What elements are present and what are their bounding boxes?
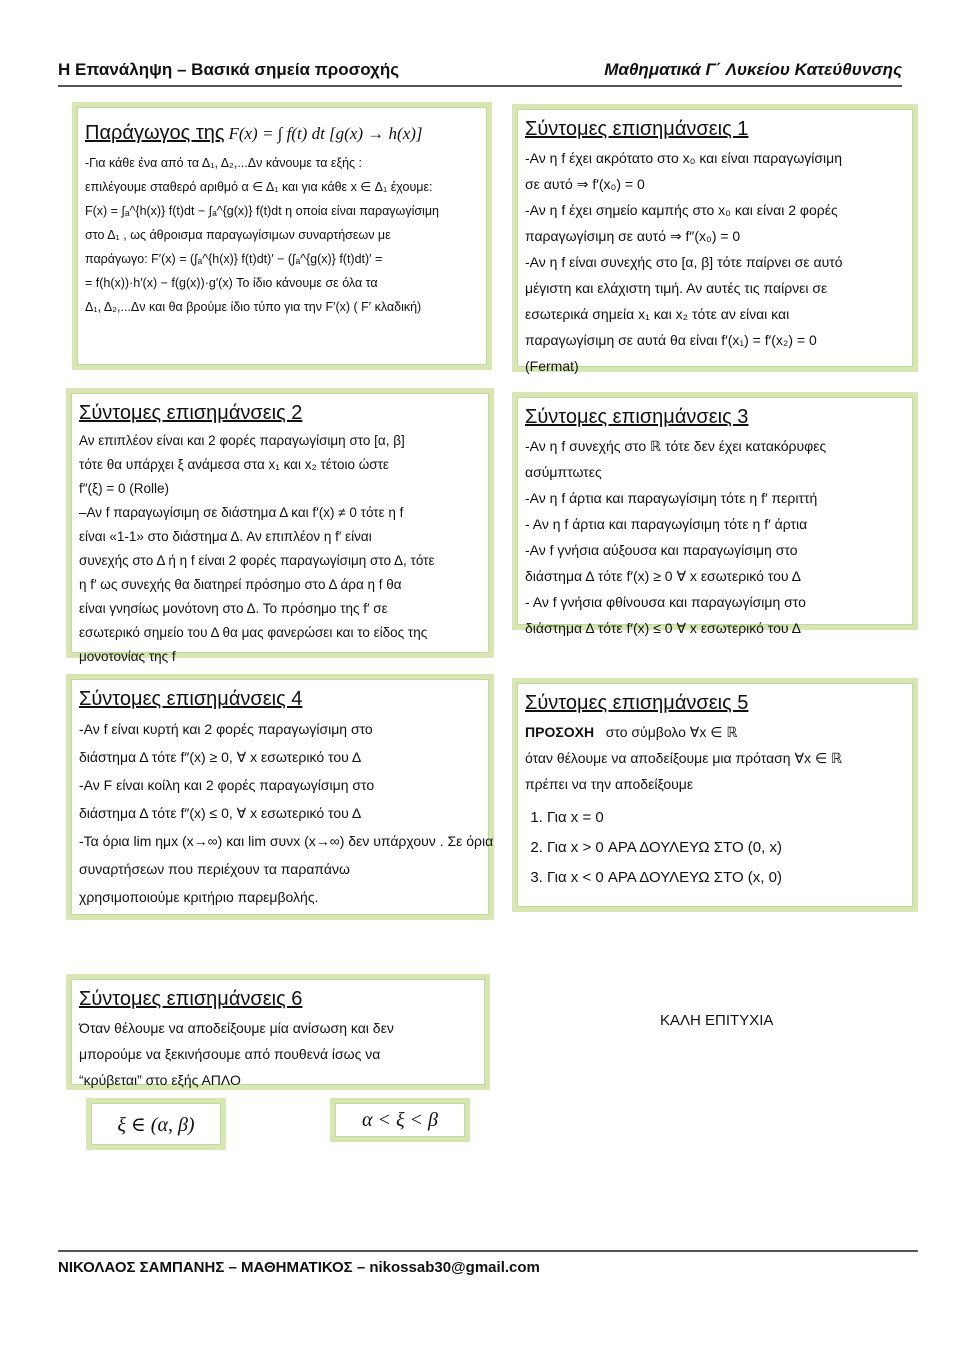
notes-4-line-3: -Αν F είναι κοίλη και 2 φορές παραγωγίσιμη στο	[79, 777, 375, 793]
notes-1-line-6: μέγιστη και ελάχιστη τιμή. Αν αυτές τις παίρνει σε	[525, 280, 828, 296]
box-notes-4	[66, 674, 494, 920]
notes-3-title: Σύντομες επισημάνσεις 3	[525, 406, 749, 428]
notes-2-line-5: είναι «1-1» στο διάστημα Δ. Αν επιπλέον η f′ είναι	[79, 529, 372, 544]
closing-text: ΚΑΛΗ ΕΠΙΤΥΧΙΑ	[660, 1012, 774, 1029]
notes-5-steps	[525, 803, 905, 893]
box-notes-6	[66, 974, 490, 1090]
notes-2-line-2: τότε θα υπάρχει ξ ανάμεσα στα x₁ και x₂ τέτοιο ώστε	[79, 457, 389, 472]
notes-5-line-2: όταν θέλουμε να αποδείξουμε μια πρόταση ∀x ∈ ℝ	[525, 750, 843, 766]
notes-1-title: Σύντομες επισημάνσεις 1	[525, 118, 749, 140]
box-notes-3	[512, 392, 918, 636]
notes-2-line-3: f″(ξ) = 0 (Rolle)	[79, 481, 169, 496]
notes-1-line-5: -Αν η f είναι συνεχής στο [α, β] τότε παίρνει σε αυτό	[525, 254, 843, 270]
notes-1-line-4: παραγωγίσιμη σε αυτό ⇒ f″(x₀) = 0	[525, 228, 741, 244]
notes-5-title: Σύντομες επισημάνσεις 5	[525, 692, 749, 714]
notes-1-line-2: σε αυτό ⇒ f′(x₀) = 0	[525, 176, 645, 192]
notes-2-line-7: η f′ ως συνεχής θα διατηρεί πρόσημο στο Δ άρα η f θα	[79, 577, 402, 592]
formula-box-inequality: α < ξ < β	[330, 1098, 470, 1142]
notes-3-line-3: -Αν η f άρτια και παραγωγίσιμη τότε η f′ περιττή	[525, 490, 818, 506]
notes-6-line-1: Όταν θέλουμε να αποδείξουμε μία ανίσωση και δεν	[79, 1020, 394, 1036]
notes-6-title: Σύντομες επισημάνσεις 6	[79, 988, 303, 1010]
notes-1-line-1: -Αν η f έχει ακρότατο στο x₀ και είναι παραγωγίσιμη	[525, 150, 842, 166]
notes-6-line-3: “κρύβεται” στο εξής ΑΠΛΟ	[79, 1072, 241, 1088]
notes-3-line-4: - Αν η f άρτια και παραγωγίσιμη τότε η f′ άρτια	[525, 516, 808, 532]
notes-3-line-2: ασύμπτωτες	[525, 464, 602, 480]
notes-4-line-5: -Τα όρια lim ημx (x→∞) και lim συνx (x→∞) δεν υπάρχουν . Σε όρια	[79, 833, 494, 849]
notes-2-title: Σύντομες επισημάνσεις 2	[79, 402, 303, 424]
derivative-line-6: = f(h(x))·h′(x) − f(g(x))·g′(x) Το ίδιο κάνουμε σε όλα τα	[85, 276, 378, 290]
notes-5-line-1: στο σύμβολο ∀x ∈ ℝ	[605, 724, 738, 740]
header-rule	[58, 85, 902, 87]
list-item: 2. Για x > 0 ΑΡΑ ΔΟΥΛΕΥΩ ΣΤΟ (0, x)	[547, 833, 905, 863]
notes-1-line-9: (Fermat)	[525, 358, 579, 374]
notes-4-title: Σύντομες επισημάνσεις 4	[79, 688, 303, 710]
notes-4-line-4: διάστημα Δ τότε f″(x) ≤ 0, ∀ x εσωτερικό του Δ	[79, 805, 362, 821]
notes-4-line-6: συναρτήσεων που περιέχουν τα παραπάνω	[79, 861, 350, 877]
notes-3-line-1: -Αν η f συνεχής στο ℝ τότε δεν έχει κατακόρυφες	[525, 438, 827, 454]
header-right: Μαθηματικά Γ΄ Λυκείου Κατεύθυνσης	[604, 60, 902, 79]
derivative-line-1: -Για κάθε ένα από τα Δ₁, Δ₂,...Δν κάνουμε τα εξής :	[85, 156, 363, 170]
notes-1-line-7: εσωτερικά σημεία x₁ και x₂ τότε αν είναι και	[525, 306, 790, 322]
notes-1-line-8: παραγωγίσιμη σε αυτά θα είναι f′(x₁) = f′(x₂) = 0	[525, 332, 817, 348]
notes-4-line-2: διάστημα Δ τότε f″(x) ≥ 0, ∀ x εσωτερικό του Δ	[79, 749, 362, 765]
footer-rule	[58, 1250, 918, 1252]
notes-3-line-6: διάστημα Δ τότε f′(x) ≥ 0 ∀ x εσωτερικό του Δ	[525, 568, 802, 584]
derivative-line-3: F(x) = ∫ₐ^{h(x)} f(t)dt − ∫ₐ^{g(x)} f(t)dt η οποία είναι παραγωγίσιμη	[85, 204, 439, 218]
formula-box-interval: ξ ∈ (α, β)	[86, 1098, 226, 1150]
notes-5-attention: ΠΡΟΣΟΧΗ	[525, 724, 595, 740]
box-derivative	[72, 102, 492, 370]
notes-4-line-1: -Αν f είναι κυρτή και 2 φορές παραγωγίσιμη στο	[79, 721, 373, 737]
derivative-line-4: στο Δ₁ , ως άθροισμα παραγωγίσιμων συναρτήσεων με	[85, 228, 391, 242]
derivative-title: Παράγωγος της	[85, 122, 225, 144]
derivative-line-5: παράγωγο: F′(x) = (∫ₐ^{h(x)} f(t)dt)′ − (∫ₐ^{g(x)} f(t)dt)′ =	[85, 252, 383, 266]
footer-text: ΝΙΚΟΛΑΟΣ ΣΑΜΠΑΝΗΣ – ΜΑΘΗΜΑΤΙΚΟΣ – nikossab30@gmail.com	[58, 1259, 540, 1276]
derivative-line-7: Δ₁, Δ₂,...Δν και θα βρούμε ίδιο τύπο για την F′(x) ( F′ κλαδική)	[85, 300, 422, 314]
notes-6-line-2: μπορούμε να ξεκινήσουμε από πουθενά ίσως να	[79, 1046, 381, 1062]
derivative-title-formula: F(x) = ∫ f(t) dt [g(x) → h(x)]	[228, 124, 423, 143]
notes-2-line-10: μονοτονίας της f	[79, 649, 176, 664]
list-item: 3. Για x < 0 ΑΡΑ ΔΟΥΛΕΥΩ ΣΤΟ (x, 0)	[547, 863, 905, 893]
notes-2-line-1: Αν επιπλέον είναι και 2 φορές παραγωγίσιμη στο [α, β]	[79, 433, 405, 448]
notes-2-line-8: είναι γνησίως μονότονη στο Δ. Το πρόσημο της f′ σε	[79, 601, 388, 616]
derivative-line-2: επιλέγουμε σταθερό αριθμό α ∈ Δ₁ και για κάθε x ∈ Δ₁ έχουμε:	[85, 180, 433, 194]
notes-2-line-9: εσωτερικό σημείο του Δ θα μας φανερώσει και το είδος της	[79, 625, 428, 640]
list-item: 1. Για x = 0	[547, 803, 905, 833]
box-notes-2	[66, 388, 494, 664]
box-notes-1	[512, 104, 918, 372]
box-notes-5	[512, 678, 918, 912]
notes-5-line-3: πρέπει να την αποδείξουμε	[525, 776, 694, 792]
notes-2-line-4: –Αν f παραγωγίσιμη σε διάστημα Δ και f′(x) ≠ 0 τότε η f	[79, 505, 404, 520]
notes-3-line-8: διάστημα Δ τότε f′(x) ≤ 0 ∀ x εσωτερικό του Δ	[525, 620, 802, 636]
notes-2-line-6: συνεχής στο Δ ή η f είναι 2 φορές παραγωγίσιμη στο Δ, τότε	[79, 553, 435, 568]
notes-1-line-3: -Αν η f έχει σημείο καμπής στο x₀ και είναι 2 φορές	[525, 202, 838, 218]
notes-4-line-7: χρησιμοποιούμε κριτήριο παρεμβολής.	[79, 889, 319, 905]
notes-3-line-5: -Αν f γνήσια αύξουσα και παραγωγίσιμη στο	[525, 542, 798, 558]
notes-3-line-7: - Αν f γνήσια φθίνουσα και παραγωγίσιμη στο	[525, 594, 806, 610]
header-left: Η Επανάληψη – Βασικά σημεία προσοχής	[58, 60, 400, 79]
